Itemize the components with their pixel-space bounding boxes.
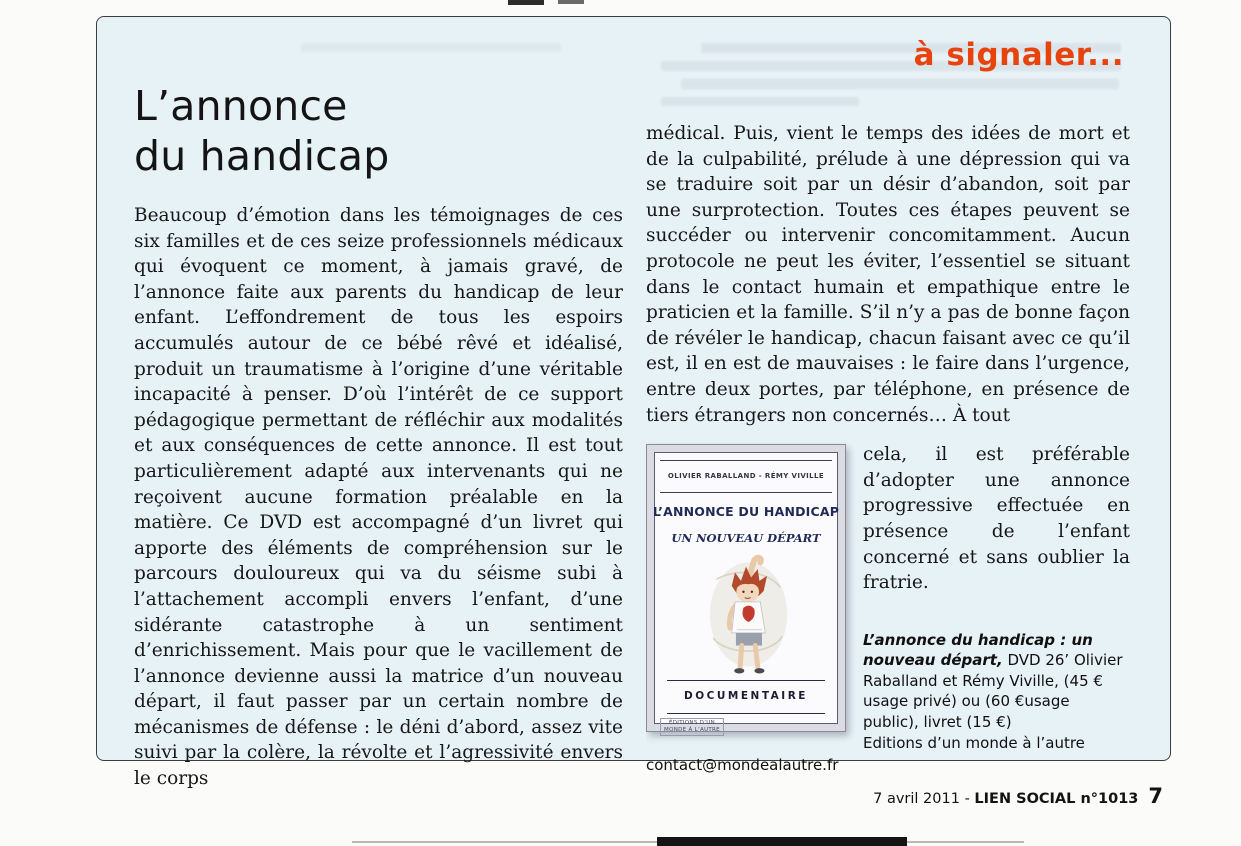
article-wrap-text: cela, il est préférable d’adopter une annonce progressive effectuée en présence de l’enfant concerné et sans oublier la fratrie. [863,444,1130,594]
dvd-cover [646,444,846,732]
dvd-publisher-logo: ÉDITIONS D’UN MONDE À L’AUTRE [660,718,724,736]
section-label: à signaler... [913,37,1124,73]
bleedthrough-artifact [681,79,1119,89]
dvd-cover-illustration [686,554,806,680]
dvd-title: L’ANNONCE DU HANDICAP [652,503,840,519]
scan-artifact-top [558,0,584,4]
article-panel [96,16,1171,790]
footer-date: 7 avril 2011 - [873,791,975,807]
footer-page-number: 7 [1148,784,1163,808]
article-title-line2: du handicap [134,132,390,180]
caption-publisher: Editions d’un monde à l’autre [863,734,1085,753]
caption-contact: contact@mondealautre.fr [646,755,839,774]
caption-title: L’annonce du handicap : un nouveau départ, [863,630,1093,670]
bleedthrough-artifact [301,43,561,52]
dvd-authors: OLIVIER RABALLAND - RÉMY VIVILLE [660,460,832,493]
article-column-left: Beaucoup d’émotion dans les témoignages de ces six familles et de ces seize professionnels médicaux qui évoquent ce moment, à jamais gravé, de l’annonce faite aux parents du handicap de leur enfant. L’effondrement de tous les espoirs accumulés autour de ce bébé rêvé et idéalisé, produit un traumatisme à l’origine d’une véritable incapacité à penser. D’où l’intérêt de ce support pédagogique permettant de réfléchir aux modalités et aux conséquences de cette annonce. Il est tout particulièrement adapté aux intervenants qui ne reçoivent aucune formation préalable en la matière. Ce DVD est accompagné d’un livret qui apporte des éléments de compréhension sur le parcours douloureux qui va du séisme subi à l’attachement accompli envers l’enfant, d’une sidérante catastrophe à un sentiment d’enrichissement. Mais pour que le vacillement de l’annonce devienne aussi la matrice d’un nouveau départ, il faut passer par un certain nombre de mécanismes de défense : le déni d’abord, assez vite suivi par la colère, la révolte et l’agressivité envers le corps [134,205,623,790]
dvd-subtitle: UN NOUVEAU DÉPART [671,531,821,546]
scan-artifact-top [508,0,544,5]
article-column-right-text: médical. Puis, vient le temps des idées de mort et de la culpabilité, prélude à une dépression qui va se traduire soit par un désir d’abandon, soit par une surprotection. Toutes ces étapes peuvent se succéder ou intervenir concomitamment. Aucun protocole ne peut les éviter, l’essentiel se situant dans le contact humain et empathique entre le praticien et la famille. S’il n’y a pas de bonne façon de révéler le handicap, chacun faisant avec ce qu’il est, il en est de mauvaises : le faire dans l’urgence, entre deux portes, par téléphone, en présence de tiers étrangers non concernés… À tout [646,123,1130,426]
bleedthrough-artifact [661,97,859,106]
page-footer [873,784,1163,808]
dvd-cover-inner [652,452,840,733]
article-column-right [646,121,1130,775]
footer-magazine-issue: LIEN SOCIAL n°1013 [974,791,1139,807]
caption-details: DVD 26’ Olivier Raballand et Rémy Viville, (45 € usage privé) ou (60 €usage public), livret (15 €) [863,651,1123,731]
scan-artifact-bottom [352,841,1024,843]
dvd-media-block [646,442,1130,775]
article-title [134,81,389,181]
scan-artifact-bottom [657,837,907,846]
article-title-line1: L’annonce [134,82,348,130]
dvd-genre: DOCUMENTAIRE [667,680,825,714]
